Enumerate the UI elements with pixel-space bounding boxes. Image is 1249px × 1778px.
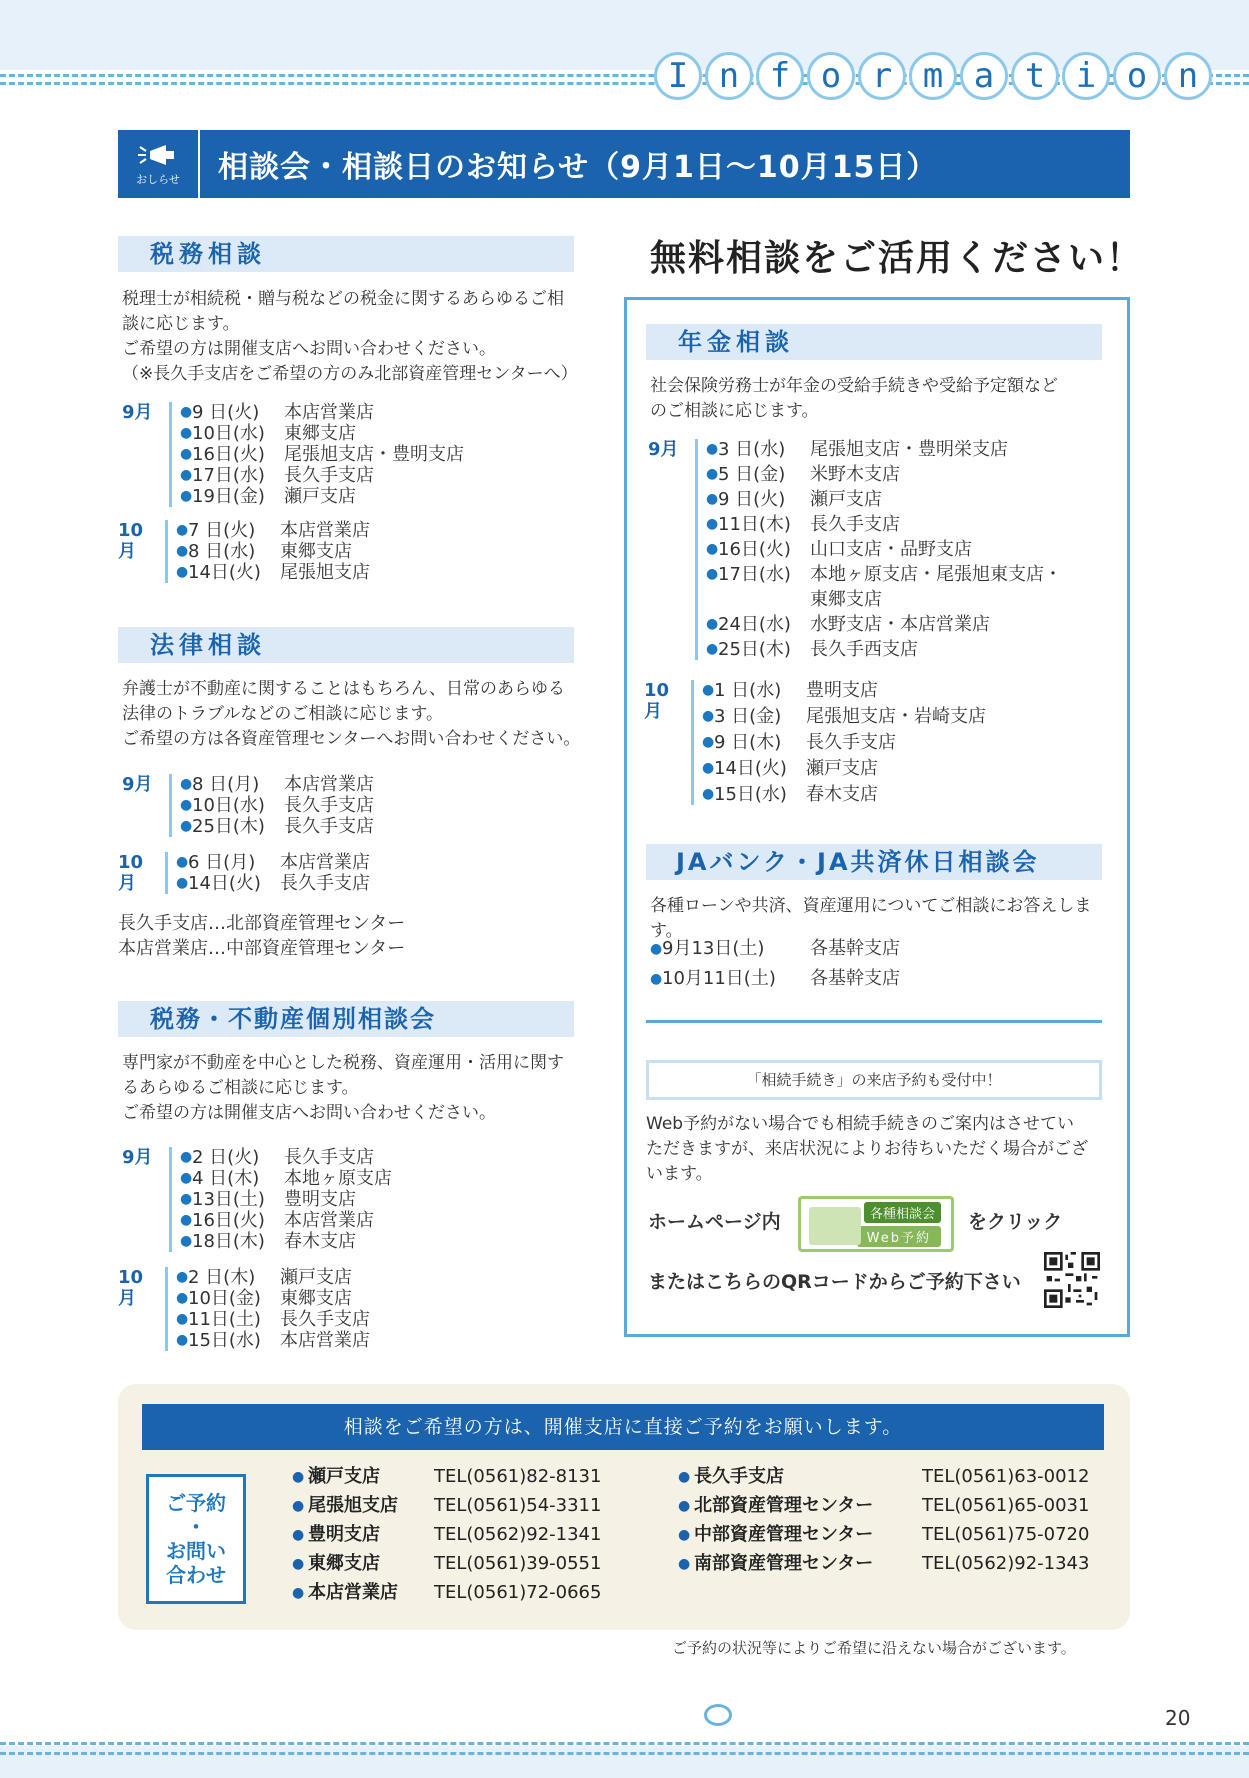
entry-day: 16日(火) xyxy=(192,444,265,465)
notice-icon-label: おしらせ xyxy=(136,173,180,186)
bullet-icon: ● xyxy=(702,682,715,698)
web-reservation-button[interactable] xyxy=(798,1196,954,1252)
information-title xyxy=(654,52,1212,104)
schedule-entry xyxy=(706,514,1062,535)
entry-day: 5 日(金) xyxy=(718,464,786,485)
entry-day: 1 日(水) xyxy=(714,680,782,701)
schedule-list xyxy=(169,402,464,507)
entry-place: 山口支店・品野支店 xyxy=(810,539,972,560)
entry-place: 本店営業店 xyxy=(284,774,374,795)
bullet-icon: ● xyxy=(702,786,715,802)
branch-name: 本店営業店 xyxy=(308,1582,398,1603)
text-line: 社会保険労務士が年金の受給手続きや受給予定額など xyxy=(650,376,1058,396)
month-label: 10月 xyxy=(118,520,168,541)
entry-place: 本地ヶ原支店・尾張旭東支店・ xyxy=(810,564,1062,585)
contact-branch xyxy=(292,1463,380,1491)
entry-place: 本店営業店 xyxy=(280,852,370,873)
text-line: います。 xyxy=(646,1164,713,1184)
month-label: 10月 xyxy=(644,680,694,701)
realestate-description xyxy=(122,1051,582,1126)
schedule-list xyxy=(165,520,370,583)
page-title: 相談会・相談日のお知らせ（9月1日〜10月15日） xyxy=(218,150,938,185)
entry-place: 東郷支店 xyxy=(280,1288,352,1309)
bullet-icon: ● xyxy=(180,1233,193,1249)
bullet-icon: ● xyxy=(650,971,663,987)
branch-phone[interactable]: TEL(0561)75-0720 xyxy=(922,1524,1090,1545)
people-illustration-icon xyxy=(809,1207,861,1245)
entry-day: 8 日(月) xyxy=(192,774,260,795)
note-line: 長久手支店…北部資産管理センター xyxy=(118,913,406,934)
schedule-entry xyxy=(176,873,370,894)
schedule-entry xyxy=(706,639,1062,660)
info-letter: f xyxy=(756,52,804,100)
bottom-dashed-line-2 xyxy=(0,1752,1249,1755)
schedule-entry xyxy=(176,562,370,583)
info-letter: o xyxy=(807,52,855,100)
schedule-list xyxy=(165,852,370,894)
pension-heading: 年金相談 xyxy=(646,324,1102,360)
contact-branch xyxy=(678,1492,873,1520)
entry-place: 瀬戸支店 xyxy=(280,1267,352,1288)
pension-september xyxy=(648,439,1062,660)
bullet-icon: ● xyxy=(678,1498,691,1514)
holiday-list xyxy=(650,934,1110,994)
law-notes xyxy=(118,911,578,961)
bullet-icon: ● xyxy=(176,564,189,580)
entry-place: 東郷支店 xyxy=(284,423,356,444)
text-line: ご希望の方は各資産管理センターへお問い合わせください。 xyxy=(122,729,581,749)
schedule-entry xyxy=(180,1147,392,1168)
holiday-heading: JAバンク・JA共済休日相談会 xyxy=(646,844,1102,880)
entry-day: 8 日(水) xyxy=(188,541,256,562)
entry-place: 尾張旭支店 xyxy=(280,562,370,583)
law-september xyxy=(122,774,374,837)
bullet-icon: ● xyxy=(706,441,719,457)
entry-place: 本店営業店 xyxy=(284,402,374,423)
schedule-entry xyxy=(702,784,986,805)
bullet-icon: ● xyxy=(180,404,193,420)
entry-place: 長久手支店 xyxy=(284,795,374,816)
entry-place: 米野木支店 xyxy=(810,464,900,485)
text-line: 法律のトラブルなどのご相談に応じます。 xyxy=(122,704,443,724)
month-label: 9月 xyxy=(122,774,172,795)
entry-place: 本地ヶ原支店 xyxy=(284,1168,392,1189)
bullet-icon: ● xyxy=(292,1585,305,1601)
pension-description xyxy=(650,374,1110,424)
schedule-entry xyxy=(180,486,464,507)
entry-day: 11日(土) xyxy=(188,1309,261,1330)
schedule-entry xyxy=(180,444,464,465)
inheritance-notice: 「相続手続き」の来店予約も受付中！ xyxy=(646,1060,1102,1100)
text-line: Web予約がない場合でも相続手続きのご案内はさせてい xyxy=(646,1114,1075,1134)
entry-day: 10日(金) xyxy=(188,1288,261,1309)
info-letter: n xyxy=(1164,52,1212,100)
month-label: 9月 xyxy=(122,1147,172,1168)
entry-place: 瀬戸支店 xyxy=(810,489,882,510)
bullet-icon: ● xyxy=(702,734,715,750)
month-label: 9月 xyxy=(648,439,698,460)
megaphone-icon xyxy=(136,141,180,169)
entry-day: 17日(水) xyxy=(192,465,265,486)
schedule-entry xyxy=(650,934,1110,964)
bullet-spacer xyxy=(706,589,718,610)
entry-place: 尾張旭支店・豊明支店 xyxy=(284,444,464,465)
bullet-icon: ● xyxy=(180,776,193,792)
schedule-list xyxy=(165,1267,370,1351)
text-line: 税理士が相続税・贈与税などの税金に関するあらゆるご相 xyxy=(122,289,564,309)
schedule-entry xyxy=(706,464,1062,485)
entry-day: 9 日(木) xyxy=(714,732,782,753)
button-line1: 各種相談会 xyxy=(864,1202,941,1223)
schedule-entry xyxy=(706,614,1062,635)
schedule-list xyxy=(695,439,1062,660)
entry-place: 尾張旭支店・豊明栄支店 xyxy=(810,439,1008,460)
entry-place: 東郷支店 xyxy=(280,541,352,562)
info-letter: t xyxy=(1011,52,1059,100)
text-line: 談に応じます。 xyxy=(122,314,240,334)
bullet-icon: ● xyxy=(176,1269,189,1285)
entry-place: 本店営業店 xyxy=(280,520,370,541)
contact-branch xyxy=(292,1521,380,1549)
entry-day: 15日(水) xyxy=(714,784,787,805)
entry-day: 18日(木) xyxy=(192,1231,265,1252)
notice-header xyxy=(118,130,1130,198)
schedule-entry xyxy=(706,439,1062,460)
branch-phone[interactable]: TEL(0561)63-0012 xyxy=(922,1466,1090,1487)
contact-banner: 相談をご希望の方は、開催支店に直接ご予約をお願いします。 xyxy=(142,1404,1104,1450)
entry-place: 長久手西支店 xyxy=(810,639,918,660)
text-line: ご希望の方は開催支店へお問い合わせください。 xyxy=(122,1103,496,1123)
holiday-description: 各種ローンや共済、資産運用についてご相談にお答えします。 xyxy=(650,896,1092,941)
bullet-icon: ● xyxy=(180,1149,193,1165)
entry-place: 長久手支店 xyxy=(280,1309,370,1330)
month-label: 10月 xyxy=(118,1267,168,1288)
schedule-entry xyxy=(702,680,986,701)
info-letter: i xyxy=(1062,52,1110,100)
month-label: 10月 xyxy=(118,852,168,873)
qr-text: またはこちらのQRコードからご予約下さい xyxy=(648,1271,1021,1293)
divider xyxy=(646,1020,1102,1023)
entry-day: 10月11日(土) xyxy=(662,968,776,989)
bullet-icon: ● xyxy=(176,875,189,891)
branch-phone[interactable]: TEL(0561)54-3311 xyxy=(434,1495,602,1516)
contact-branch xyxy=(292,1550,380,1578)
schedule-entry xyxy=(180,1210,392,1231)
text-line: （※長久手支店をご希望の方のみ北部資産管理センターへ） xyxy=(122,364,578,384)
schedule-entry xyxy=(176,1309,370,1330)
contact-branch xyxy=(678,1463,784,1491)
info-letter: o xyxy=(1113,52,1161,100)
schedule-entry xyxy=(176,1288,370,1309)
bullet-icon: ● xyxy=(678,1469,691,1485)
branch-phone[interactable]: TEL(0561)72-0665 xyxy=(434,1582,602,1603)
entry-place: 長久手支店 xyxy=(806,732,896,753)
info-letter: r xyxy=(858,52,906,100)
bullet-icon: ● xyxy=(702,708,715,724)
note-line: 本店営業店…中部資産管理センター xyxy=(118,938,406,959)
entry-day: 24日(水) xyxy=(718,614,791,635)
entry-place: 豊明支店 xyxy=(284,1189,356,1210)
entry-day: 9 日(火) xyxy=(192,402,260,423)
bullet-icon: ● xyxy=(702,760,715,776)
branch-phone[interactable]: TEL(0561)39-0551 xyxy=(434,1553,602,1574)
schedule-entry xyxy=(702,732,986,753)
entry-day: 25日(木) xyxy=(192,816,265,837)
entry-day: 19日(金) xyxy=(192,486,265,507)
realestate-heading: 税務・不動産個別相談会 xyxy=(118,1001,574,1037)
entry-day xyxy=(718,589,810,610)
text-line: ご希望の方は開催支店へお問い合わせください。 xyxy=(122,339,496,359)
entry-day: 17日(水) xyxy=(718,564,791,585)
bullet-icon: ● xyxy=(678,1556,691,1572)
bullet-icon: ● xyxy=(678,1527,691,1543)
entry-day: 3 日(水) xyxy=(718,439,786,460)
schedule-entry xyxy=(706,489,1062,510)
entry-place: 瀬戸支店 xyxy=(806,758,878,779)
homepage-suffix: をクリック xyxy=(968,1211,1063,1233)
law-heading: 法律相談 xyxy=(118,627,574,663)
branch-name: 南部資産管理センター xyxy=(694,1553,874,1574)
entry-place: 各基幹支店 xyxy=(810,938,900,959)
bullet-icon: ● xyxy=(292,1469,305,1485)
entry-day: 16日(火) xyxy=(192,1210,265,1231)
entry-day: 25日(木) xyxy=(718,639,791,660)
bullet-icon: ● xyxy=(706,616,719,632)
bullet-icon: ● xyxy=(180,797,193,813)
schedule-entry xyxy=(706,564,1062,585)
month-label: 9月 xyxy=(122,402,172,423)
decorative-knot xyxy=(704,1704,732,1726)
bullet-icon: ● xyxy=(292,1527,305,1543)
entry-day: 16日(火) xyxy=(718,539,791,560)
schedule-entry xyxy=(180,402,464,423)
info-letter: I xyxy=(654,52,702,100)
schedule-entry xyxy=(180,465,464,486)
branch-name: 長久手支店 xyxy=(694,1466,784,1487)
bullet-icon: ● xyxy=(176,1332,189,1348)
tax-september xyxy=(122,402,464,507)
branch-name: 東郷支店 xyxy=(308,1553,380,1574)
schedule-entry xyxy=(176,541,370,562)
entry-place: 長久手支店 xyxy=(284,816,374,837)
schedule-entry xyxy=(180,795,374,816)
info-letter: a xyxy=(960,52,1008,100)
bullet-icon: ● xyxy=(292,1498,305,1514)
entry-place: 長久手支店 xyxy=(810,514,900,535)
branch-phone[interactable]: TEL(0562)92-1343 xyxy=(922,1553,1090,1574)
homepage-prefix: ホームページ内 xyxy=(648,1211,781,1233)
schedule-list xyxy=(169,774,374,837)
contact-branch xyxy=(292,1492,398,1520)
entry-place: 水野支店・本店営業店 xyxy=(810,614,990,635)
branch-name: 瀬戸支店 xyxy=(308,1466,380,1487)
schedule-entry xyxy=(180,1189,392,1210)
branch-phone[interactable]: TEL(0561)65-0031 xyxy=(922,1495,1090,1516)
entry-place: 春木支店 xyxy=(806,784,878,805)
entry-place: 各基幹支店 xyxy=(810,968,900,989)
entry-day: 4 日(木) xyxy=(192,1168,260,1189)
schedule-list xyxy=(691,680,986,805)
branch-phone[interactable]: TEL(0562)92-1341 xyxy=(434,1524,602,1545)
schedule-entry xyxy=(180,423,464,444)
schedule-list xyxy=(169,1147,392,1252)
schedule-entry xyxy=(706,539,1062,560)
bullet-icon: ● xyxy=(176,1311,189,1327)
schedule-entry xyxy=(176,520,370,541)
bullet-icon: ● xyxy=(176,1290,189,1306)
realestate-september xyxy=(122,1147,392,1252)
entry-day: 6 日(月) xyxy=(188,852,256,873)
page-number: 20 xyxy=(1165,1706,1191,1730)
entry-place: 瀬戸支店 xyxy=(284,486,356,507)
entry-day: 15日(水) xyxy=(188,1330,261,1351)
label-line: 合わせ xyxy=(166,1563,226,1587)
bullet-icon: ● xyxy=(180,488,193,504)
text-line: 専門家が不動産を中心とした税務、資産運用・活用に関す xyxy=(122,1053,564,1073)
label-line: ・ xyxy=(186,1515,206,1539)
schedule-entry xyxy=(176,1330,370,1351)
branch-name: 中部資産管理センター xyxy=(694,1524,874,1545)
button-line2: Web予約 xyxy=(857,1226,941,1247)
entry-place: 豊明支店 xyxy=(806,680,878,701)
notice-icon-box xyxy=(118,130,200,198)
label-line: ご予約 xyxy=(166,1491,226,1515)
footnote: ご予約の状況等によりご希望に沿えない場合がございます。 xyxy=(672,1639,1076,1657)
schedule-entry xyxy=(702,758,986,779)
bullet-icon: ● xyxy=(180,446,193,462)
schedule-entry xyxy=(176,852,370,873)
entry-day: 3 日(金) xyxy=(714,706,782,727)
branch-phone[interactable]: TEL(0561)82-8131 xyxy=(434,1466,602,1487)
schedule-entry xyxy=(180,816,374,837)
schedule-entry xyxy=(650,964,1110,994)
bullet-icon: ● xyxy=(180,818,193,834)
text-line: るあらゆるご相談に応じます。 xyxy=(122,1078,359,1098)
label-line: お問い xyxy=(166,1539,226,1563)
entry-place: 長久手支店 xyxy=(284,1147,374,1168)
bottom-dashed-line xyxy=(0,1742,1249,1745)
bullet-icon: ● xyxy=(180,1191,193,1207)
info-letter: m xyxy=(909,52,957,100)
schedule-entry xyxy=(180,774,374,795)
bullet-icon: ● xyxy=(706,566,719,582)
info-letter: n xyxy=(705,52,753,100)
text-line: ただきますが、来店状況によりお待ちいただく場合がござ xyxy=(646,1139,1088,1159)
entry-place: 東郷支店 xyxy=(810,589,882,610)
text-line: のご相談に応じます。 xyxy=(650,401,819,421)
law-description xyxy=(122,677,582,752)
bullet-icon: ● xyxy=(176,522,189,538)
entry-place: 尾張旭支店・岩崎支店 xyxy=(806,706,986,727)
bullet-icon: ● xyxy=(176,854,189,870)
schedule-entry xyxy=(702,706,986,727)
text-line: 弁護士が不動産に関することはもちろん、日常のあらゆる xyxy=(122,679,566,699)
qr-code-icon[interactable] xyxy=(1044,1252,1100,1308)
bullet-icon: ● xyxy=(180,1212,193,1228)
contact-branch xyxy=(678,1521,873,1549)
entry-place: 本店営業店 xyxy=(280,1330,370,1351)
bullet-icon: ● xyxy=(180,1170,193,1186)
entry-day: 7 日(火) xyxy=(188,520,256,541)
tax-description xyxy=(122,287,582,387)
bullet-icon: ● xyxy=(292,1556,305,1572)
entry-place: 春木支店 xyxy=(284,1231,356,1252)
entry-day: 13日(土) xyxy=(192,1189,265,1210)
entry-place: 長久手支店 xyxy=(280,873,370,894)
realestate-october xyxy=(118,1267,370,1351)
entry-place: 本店営業店 xyxy=(284,1210,374,1231)
tax-october xyxy=(118,520,370,583)
entry-day: 2 日(火) xyxy=(192,1147,260,1168)
entry-day: 14日(火) xyxy=(188,873,261,894)
schedule-entry xyxy=(180,1168,392,1189)
bottom-band xyxy=(0,1746,1249,1778)
entry-day: 10日(水) xyxy=(192,423,265,444)
entry-day: 14日(火) xyxy=(714,758,787,779)
bullet-icon: ● xyxy=(650,941,663,957)
bullet-icon: ● xyxy=(706,541,719,557)
schedule-entry xyxy=(706,589,1062,610)
entry-day: 2 日(木) xyxy=(188,1267,256,1288)
contact-branch xyxy=(292,1579,398,1607)
bullet-icon: ● xyxy=(706,491,719,507)
entry-day: 14日(火) xyxy=(188,562,261,583)
schedule-entry xyxy=(176,1267,370,1288)
reservation-text xyxy=(646,1112,1106,1187)
contact-branch xyxy=(678,1550,873,1578)
entry-day: 9 日(火) xyxy=(718,489,786,510)
contact-label xyxy=(146,1474,246,1604)
bullet-icon: ● xyxy=(706,516,719,532)
schedule-entry xyxy=(180,1231,392,1252)
tax-heading: 税務相談 xyxy=(118,236,574,272)
entry-day: 9月13日(土) xyxy=(662,938,765,959)
pension-october xyxy=(644,680,986,805)
law-october xyxy=(118,852,370,894)
entry-day: 11日(木) xyxy=(718,514,791,535)
branch-name: 豊明支店 xyxy=(308,1524,380,1545)
bullet-icon: ● xyxy=(706,466,719,482)
free-consultation-title: 無料相談をご活用ください！ xyxy=(650,237,1145,279)
bullet-icon: ● xyxy=(180,467,193,483)
bullet-icon: ● xyxy=(180,425,193,441)
entry-day: 10日(水) xyxy=(192,795,265,816)
bullet-icon: ● xyxy=(706,641,719,657)
bullet-icon: ● xyxy=(176,543,189,559)
entry-place: 長久手支店 xyxy=(284,465,374,486)
branch-name: 尾張旭支店 xyxy=(308,1495,398,1516)
branch-name: 北部資産管理センター xyxy=(694,1495,874,1516)
